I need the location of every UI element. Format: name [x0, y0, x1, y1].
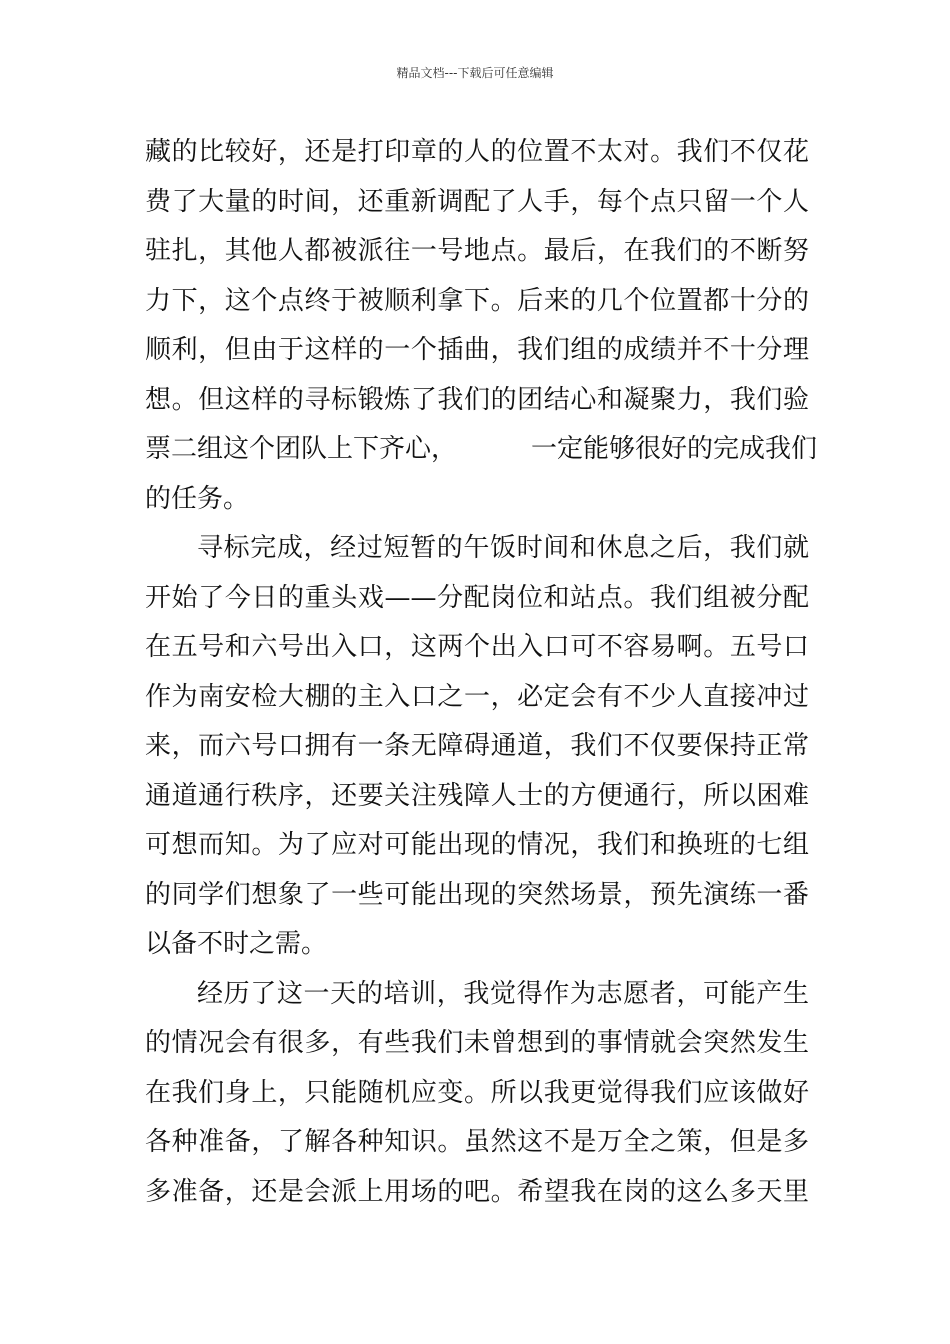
text-fragment: 一定能够很好的完成我们: [531, 434, 818, 464]
text-line: 经历了这一天的培训，我觉得作为志愿者，可能产生: [197, 978, 809, 1009]
text-line: 在我们身上，只能随机应变。所以我更觉得我们应该做好: [145, 1077, 809, 1108]
text-line: 可想而知。为了应对可能出现的情况，我们和换班的七组: [145, 830, 809, 860]
paragraph-1: [145, 128, 818, 524]
text-line-split: [145, 425, 818, 475]
text-fragment: 票二组这个团队上下齐心，: [145, 434, 458, 464]
text-line: 的同学们想象了一些可能出现的突然场景，预先演练一番: [145, 879, 809, 910]
text-line: 费了大量的时间，还重新调配了人手，每个点只留一个人: [145, 186, 809, 217]
document-body: [145, 128, 818, 1217]
text-line: 各种准备，了解各种知识。虽然这不是万全之策，但是多: [145, 1127, 809, 1157]
text-line: 来，而六号口拥有一条无障碍通道，我们不仅要保持正常: [145, 731, 809, 761]
text-line: 作为南安检大棚的主入口之一，必定会有不少人直接冲过: [145, 681, 809, 712]
text-line: 寻标完成，经过短暂的午饭时间和休息之后，我们就: [197, 533, 809, 563]
paragraph-2: [145, 524, 809, 970]
text-line: 顺利，但由于这样的一个插曲，我们组的成绩并不十分理: [145, 335, 809, 365]
text-line: 通道通行秩序，还要关注残障人士的方便通行，所以困难: [145, 780, 809, 811]
text-line: 力下，这个点终于被顺利拿下。后来的几个位置都十分的: [145, 285, 809, 316]
text-line: 以备不时之需。: [145, 929, 328, 959]
paragraph-3: [145, 970, 809, 1218]
text-line: 开始了今日的重头戏——分配岗位和站点。我们组被分配: [145, 582, 809, 613]
text-line: 多准备，还是会派上用场的吧。希望我在岗的这么多天里: [145, 1176, 809, 1207]
text-line: 的任务。: [145, 483, 250, 514]
text-line: 藏的比较好，还是打印章的人的位置不太对。我们不仅花: [145, 137, 809, 167]
text-line: 的情况会有很多，有些我们未曾想到的事情就会突然发生: [145, 1028, 809, 1058]
page-header: 精品文档---下载后可任意编辑: [396, 66, 554, 80]
text-line: 在五号和六号出入口，这两个出入口可不容易啊。五号口: [145, 632, 809, 662]
text-line: 想。但这样的寻标锻炼了我们的团结心和凝聚力，我们验: [145, 384, 809, 415]
text-line: 驻扎，其他人都被派往一号地点。最后，在我们的不断努: [145, 236, 809, 266]
